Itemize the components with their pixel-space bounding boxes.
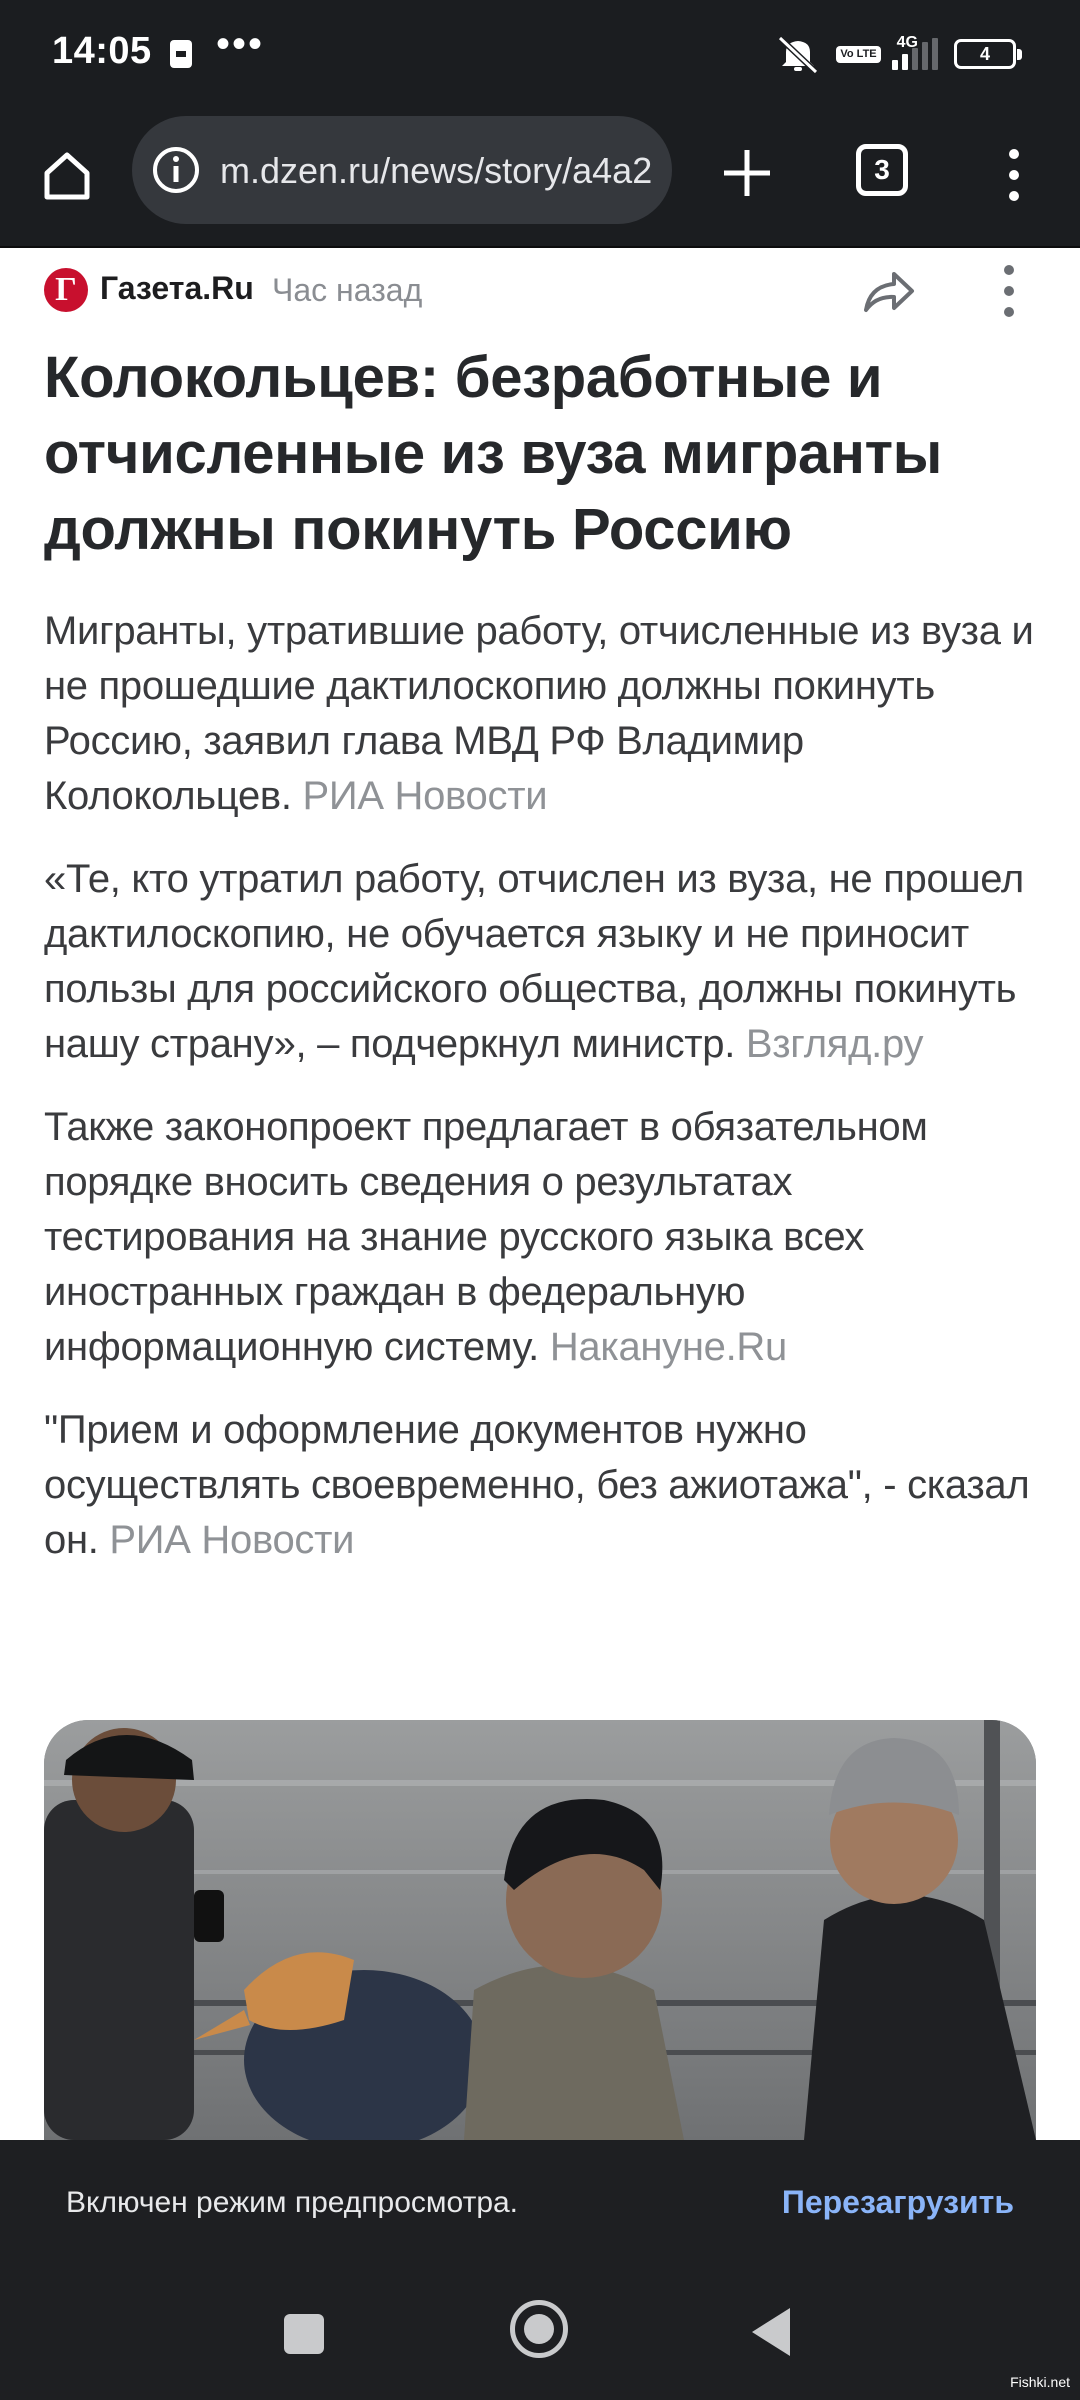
- mute-icon: [776, 34, 820, 74]
- paragraph-text: "Прием и оформление документов нужно осуществлять своевременно, без ажиотажа", - сказал он.: [44, 1408, 1030, 1562]
- source-logo[interactable]: Г: [44, 268, 88, 312]
- article-paragraph: [44, 1403, 1038, 1568]
- paragraph-source-link[interactable]: РИА Новости: [109, 1518, 355, 1562]
- share-icon[interactable]: [860, 264, 916, 320]
- photo-illustration: [44, 1720, 1036, 2140]
- url-text[interactable]: m.dzen.ru/news/story/a4a2: [220, 150, 653, 191]
- address-bar[interactable]: [132, 116, 672, 224]
- recents-icon[interactable]: [284, 2314, 324, 2354]
- home-circle-icon[interactable]: [510, 2300, 568, 2358]
- new-tab-button[interactable]: [716, 142, 778, 204]
- info-icon[interactable]: [150, 144, 202, 196]
- article-paragraph: [44, 1100, 1038, 1375]
- paragraph-source-link[interactable]: РИА Новости: [302, 774, 548, 818]
- home-button[interactable]: [34, 142, 100, 208]
- browser-menu-button[interactable]: [996, 144, 1032, 206]
- network-indicator: [896, 34, 938, 70]
- notification-icon: [170, 40, 192, 68]
- battery-icon: 4: [954, 39, 1016, 69]
- paragraph-source-link[interactable]: Накануне.Ru: [549, 1325, 787, 1369]
- paragraph-text: Мигранты, утратившие работу, отчисленные из вуза и не прошедшие дактилоскопию должны покинуть Россию, заявил глава МВД РФ Владимир Колокольцев.: [44, 609, 1034, 818]
- tabs-count-button[interactable]: 3: [856, 144, 908, 196]
- preview-mode-message: Включен режим предпросмотра.: [66, 2186, 519, 2219]
- volte-icon: Vo LTE: [836, 46, 880, 63]
- network-type: 4G: [896, 34, 918, 51]
- status-bar: [0, 0, 1080, 108]
- browser-toolbar: [0, 108, 1080, 248]
- article: [44, 248, 1038, 1568]
- publish-time: Час назад: [272, 272, 423, 308]
- article-headline: Колокольцев: безработные и отчисленные из вуза мигранты должны покинуть Россию: [44, 345, 942, 562]
- preview-mode-bar: [0, 2140, 1080, 2270]
- status-time: 14:05: [52, 30, 152, 72]
- paragraph-source-link[interactable]: Взгляд.ру: [745, 1022, 924, 1066]
- source-name[interactable]: Газета.Ru: [100, 270, 254, 306]
- reload-button[interactable]: Перезагрузить: [781, 2184, 1014, 2220]
- paragraph-text: Также законопроект предлагает в обязательном порядке вносить сведения о результатах тестирования на знание русского языка всех иностранных граждан в федеральную информационную систему.: [44, 1105, 928, 1369]
- back-icon[interactable]: [752, 2308, 790, 2356]
- more-vert-icon[interactable]: [994, 262, 1024, 320]
- home-icon: [39, 147, 95, 203]
- article-paragraph: [44, 852, 1038, 1072]
- watermark: Fishki.net: [1010, 2374, 1070, 2390]
- status-icons: [776, 30, 1016, 78]
- article-paragraph: [44, 604, 1038, 824]
- source-row: [44, 248, 1038, 328]
- article-photo[interactable]: [44, 1720, 1036, 2140]
- system-nav-bar: [0, 2270, 1080, 2400]
- paragraph-text: «Те, кто утратил работу, отчислен из вуза, не прошел дактилоскопию, не обучается языку и не приносит пользы для российского общества, должны покинуть нашу страну», – подчеркнул министр.: [44, 857, 1024, 1066]
- more-notifications-indicator: •••: [216, 22, 265, 66]
